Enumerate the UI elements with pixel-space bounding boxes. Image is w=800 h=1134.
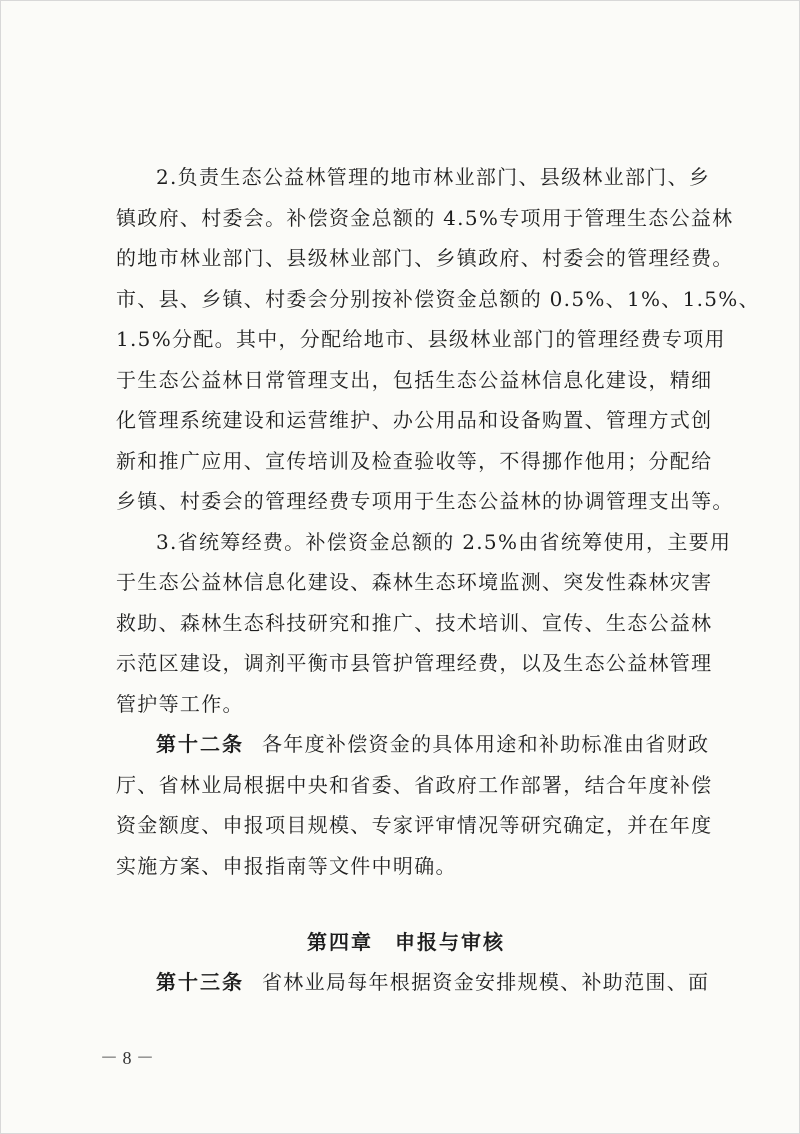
text-line: 厅、省林业局根据中央和省委、省政府工作部署，结合年度补偿	[116, 772, 713, 797]
text-line: 镇政府、村委会。补偿资金总额的 4.5%专项用于管理生态公益林	[116, 205, 734, 230]
article-12-title: 第十二条	[156, 732, 244, 756]
article-13-text: 省林业局每年根据资金安排规模、补助范围、面	[262, 970, 710, 994]
article-12-first-line	[116, 724, 710, 765]
article-13-title: 第十三条	[156, 970, 244, 994]
article-13-first-line	[116, 962, 710, 1003]
text-line: 1.5%分配。其中，分配给地市、县级林业部门的管理经费专项用	[116, 327, 726, 351]
text-line: 市、县、乡镇、村委会分别按补偿资金总额的 0.5%、1%、1.5%、	[116, 286, 760, 311]
text-line: 示范区建设，调剂平衡市县管护管理经费，以及生态公益林管理	[116, 651, 713, 675]
text-line: 于生态公益林日常管理支出，包括生态公益林信息化建设，精细	[116, 367, 713, 392]
text-line: 管护等工作。	[116, 691, 244, 716]
text-line: 化管理系统建设和运营维护、办公用品和设备购置、管理方式创	[116, 408, 713, 432]
text-line: 3.省统筹经费。补偿资金总额的 2.5%由省统筹使用，主要用	[156, 529, 732, 554]
text-line: 的地市林业部门、县级林业部门、乡镇政府、村委会的管理经费。	[116, 246, 734, 270]
article-12-text: 各年度补偿资金的具体用途和补助标准由省财政	[262, 732, 710, 756]
document-body	[116, 157, 760, 1003]
text-line: 于生态公益林信息化建设、森林生态环境监测、突发性森林灾害	[116, 570, 713, 594]
section-spacer	[116, 886, 696, 922]
chapter-heading: 第四章 申报与审核	[307, 930, 505, 954]
text-line: 资金额度、申报项目规模、专家评审情况等研究确定，并在年度	[116, 813, 713, 837]
text-line: 实施方案、申报指南等文件中明确。	[116, 853, 457, 878]
text-line: 救助、森林生态科技研究和推广、技术培训、宣传、生态公益林	[116, 610, 713, 635]
text-line: 乡镇、村委会的管理经费专项用于生态公益林的协调管理支出等。	[116, 489, 734, 513]
text-line: 2.负责生态公益林管理的地市林业部门、县级林业部门、乡	[156, 165, 711, 189]
text-line: 新和推广应用、宣传培训及检查验收等，不得挪作他用；分配给	[116, 448, 713, 473]
page-number: － 8 －	[100, 1048, 154, 1068]
